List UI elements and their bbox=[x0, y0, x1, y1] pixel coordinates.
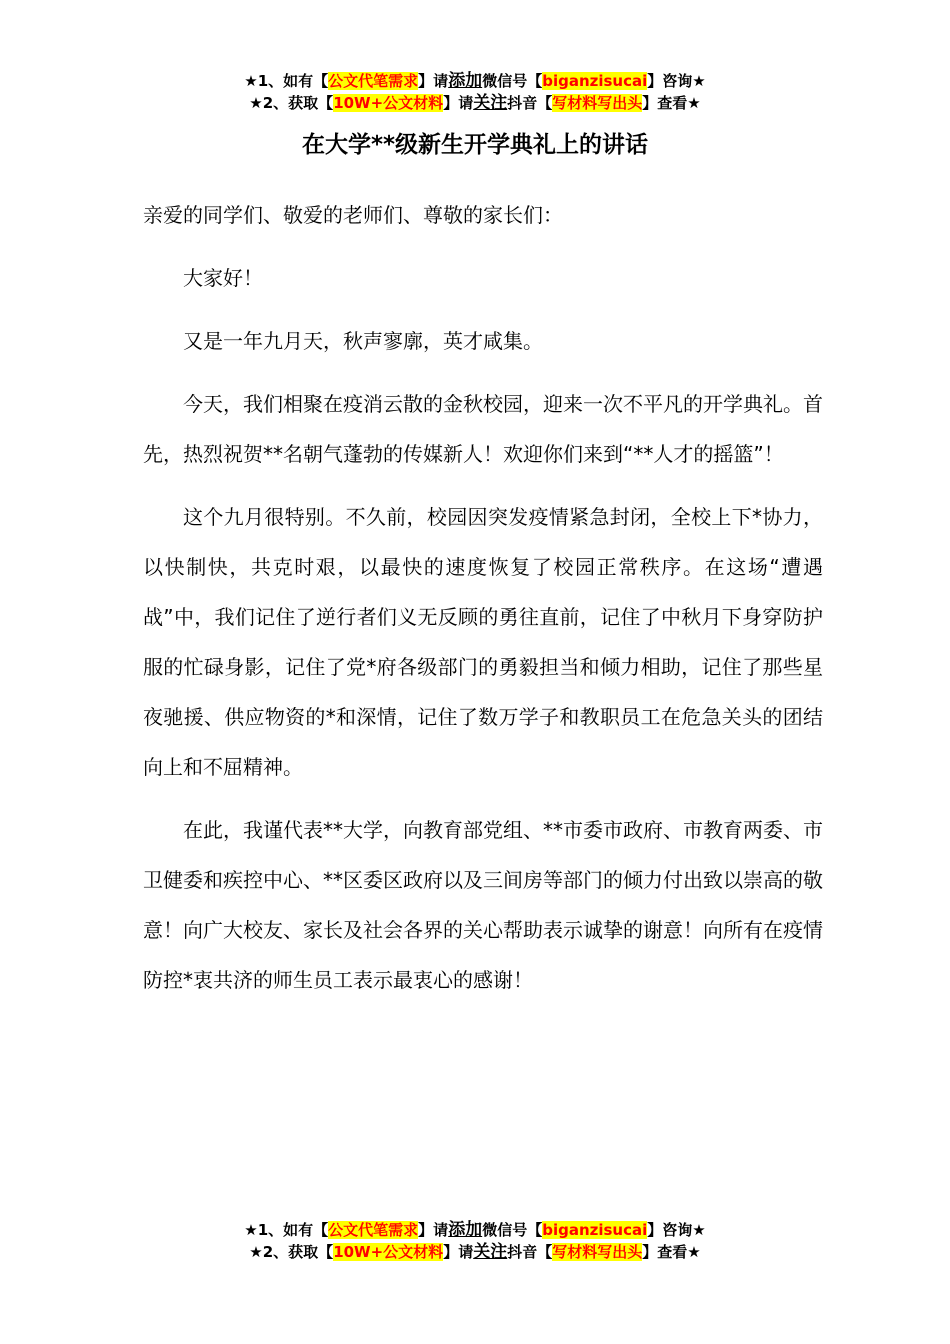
document-body bbox=[143, 190, 823, 1018]
promo-highlight-wechat-id: biganzisucai bbox=[542, 72, 648, 90]
promo-highlight-materials: 10W+公文材料 bbox=[333, 94, 444, 112]
promo-line-2: ★2、获取【10W+公文材料】请关注抖音【写材料写出头】查看★ bbox=[249, 1242, 701, 1262]
body-paragraph: 这个九月很特别。不久前，校园因突发疫情紧急封闭，全校上下*协力，以快制快，共克时艰，以最快的速度恢复了校园正常秩序。在这场“遭遇战”中，我们记住了逆行者们义无反顾的勇往直前，记住了中秋月下身穿防护服的忙碌身影，记住了党*府各级部门的勇毅担当和倾力相助，记住了那些星夜驰援、供应物资的*和深情，记住了数万学子和教职员工在危急关头的团结向上和不屈精神。 bbox=[143, 505, 823, 779]
promo-line-1: ★1、如有【公文代笔需求】请添加微信号【biganzisucai】咨询★ bbox=[244, 1220, 706, 1240]
promo-underline-follow: 关注 bbox=[473, 1242, 508, 1262]
body-paragraph: 在此，我谨代表**大学，向教育部党组、**市委市政府、市教育两委、市卫健委和疾控中心、**区委区政府以及三间房等部门的倾力付出致以崇高的敬意！向广大校友、家长及社会各界的关心帮助表示诚挚的谢意！向所有在疫情防控*衷共济的师生员工表示最衷心的感谢！ bbox=[143, 818, 823, 992]
promo-underline-add: 添加 bbox=[448, 71, 483, 91]
promo-highlight-douyin-account: 写材料写出头 bbox=[552, 1243, 643, 1261]
promo-highlight-douyin-account: 写材料写出头 bbox=[552, 94, 643, 112]
promo-underline-follow: 关注 bbox=[473, 93, 508, 113]
body-paragraph: 又是一年九月天，秋声寥廓，英才咸集。 bbox=[183, 329, 543, 353]
promo-line-2: ★2、获取【10W+公文材料】请关注抖音【写材料写出头】查看★ bbox=[249, 93, 701, 113]
document-title: 在大学**级新生开学典礼上的讲话 bbox=[301, 132, 649, 158]
header-promo-banner bbox=[0, 70, 950, 114]
promo-highlight-materials: 10W+公文材料 bbox=[333, 1243, 444, 1261]
promo-highlight-wechat-id: biganzisucai bbox=[542, 1221, 648, 1239]
promo-highlight-service: 公文代笔需求 bbox=[328, 72, 419, 90]
footer-promo-banner bbox=[0, 1219, 950, 1263]
promo-underline-add: 添加 bbox=[448, 1220, 483, 1240]
salutation-paragraph: 亲爱的同学们、敬爱的老师们、尊敬的家长们： bbox=[143, 203, 563, 227]
body-paragraph: 大家好！ bbox=[183, 266, 263, 290]
promo-highlight-service: 公文代笔需求 bbox=[328, 1221, 419, 1239]
promo-line-1: ★1、如有【公文代笔需求】请添加微信号【biganzisucai】咨询★ bbox=[244, 71, 706, 91]
body-paragraph: 今天，我们相聚在疫消云散的金秋校园，迎来一次不平凡的开学典礼。首先，热烈祝贺**名朝气蓬勃的传媒新人！欢迎你们来到“**人才的摇篮”！ bbox=[143, 392, 823, 466]
